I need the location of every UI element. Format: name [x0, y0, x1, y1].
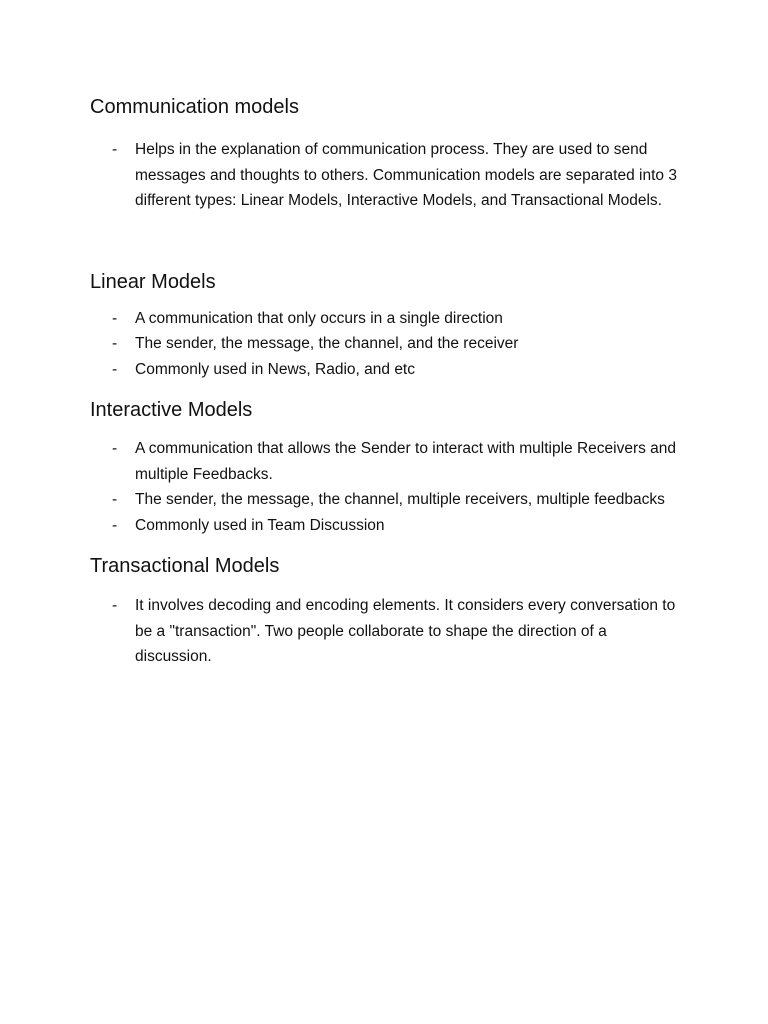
bullet-text: It involves decoding and encoding elements. It considers every conversation to be a "transaction". Two people collaborate to shape the direction of a discussion. — [135, 597, 676, 665]
bullet-list — [90, 436, 768, 538]
list-item — [90, 513, 680, 539]
bullet-list — [90, 593, 768, 670]
heading-linear-models: Linear Models — [90, 270, 216, 293]
list-item — [90, 306, 680, 332]
section-linear-models — [90, 270, 768, 383]
bullet-text: Commonly used in Team Discussion — [135, 516, 385, 534]
heading-transactional-models: Transactional Models — [90, 555, 280, 577]
list-item — [90, 137, 680, 214]
bullet-dash: - — [112, 491, 118, 508]
list-item — [90, 593, 680, 670]
bullet-text: A communication that allows the Sender to interact with multiple Receivers and multiple Feedbacks. — [135, 440, 677, 483]
bullet-text: The sender, the message, the channel, and the receiver — [135, 335, 519, 352]
bullet-dash: - — [112, 335, 118, 352]
bullet-dash: - — [112, 360, 118, 378]
list-item — [90, 436, 680, 487]
list-item — [90, 331, 680, 357]
bullet-dash: - — [112, 597, 118, 614]
bullet-text: Commonly used in News, Radio, and etc — [135, 360, 415, 378]
bullet-text: Helps in the explanation of communication process. They are used to send messages and thoughts to others. Communication models are separated into 3 different types: Linear Models, Interactive Models, and Transactional Models. — [135, 141, 677, 209]
bullet-dash: - — [112, 309, 118, 327]
bullet-text: The sender, the message, the channel, multiple receivers, multiple feedbacks — [135, 491, 665, 508]
section-interactive-models — [90, 398, 768, 538]
bullet-list — [90, 306, 768, 383]
bullet-dash: - — [112, 141, 118, 158]
bullet-text: A communication that only occurs in a single direction — [135, 309, 503, 327]
list-item — [90, 357, 680, 383]
list-item — [90, 487, 680, 513]
bullet-dash: - — [112, 440, 118, 457]
bullet-dash: - — [112, 516, 118, 534]
heading-interactive-models: Interactive Models — [90, 399, 253, 421]
heading-communication-models: Communication models — [90, 96, 299, 118]
section-communication-models — [90, 95, 768, 214]
bullet-list — [90, 137, 768, 214]
section-transactional-models — [90, 554, 768, 670]
